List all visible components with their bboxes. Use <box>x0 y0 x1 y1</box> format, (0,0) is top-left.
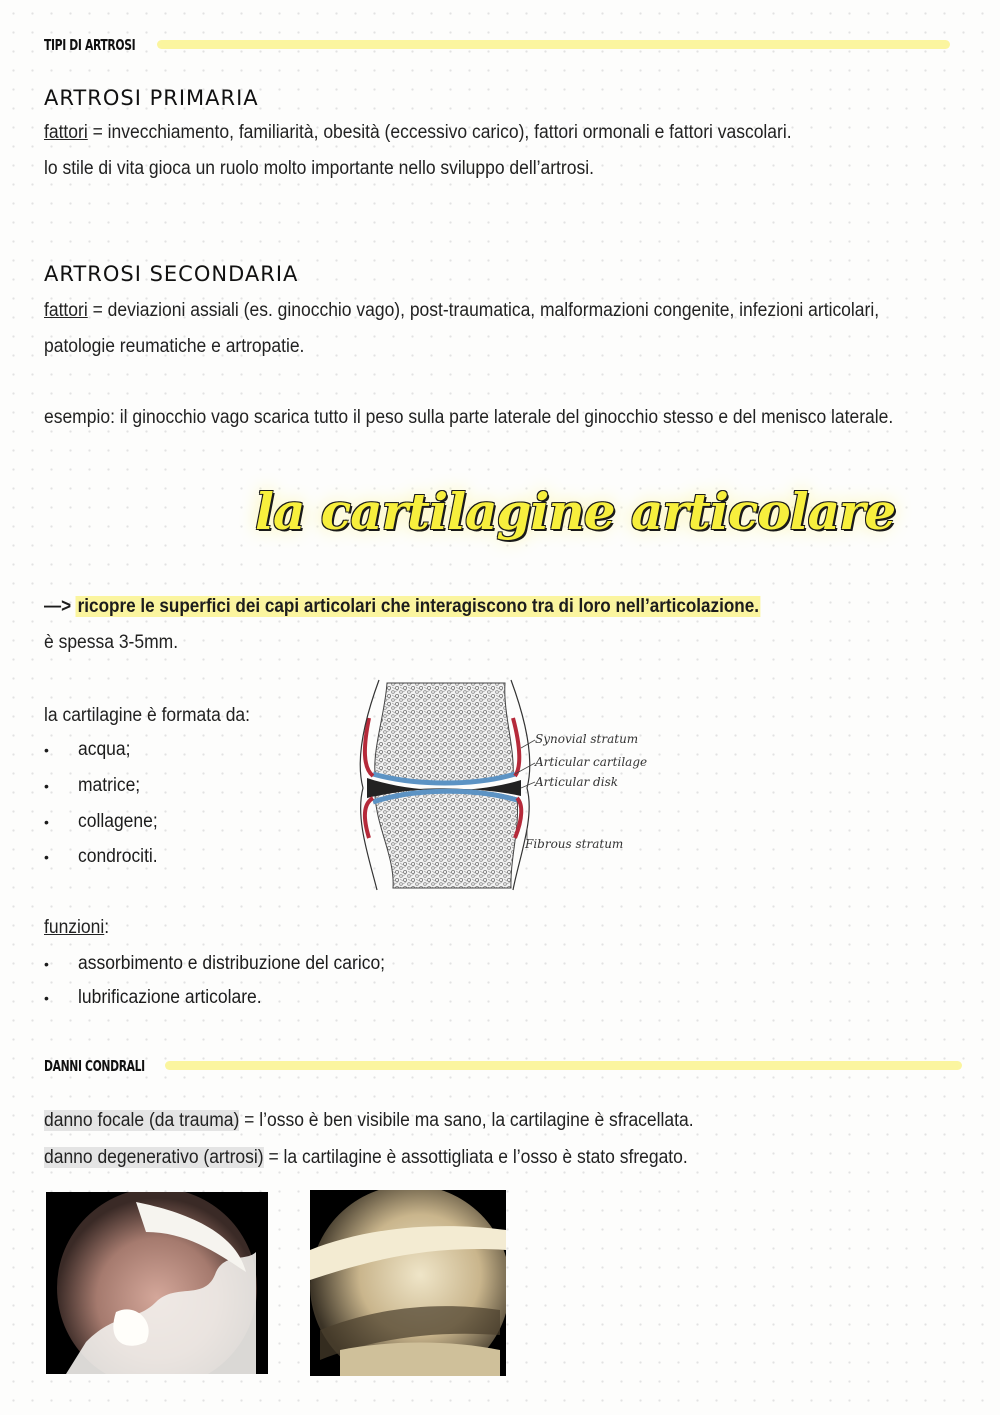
bullet-icon: • <box>44 778 49 794</box>
definition-text: ricopre le superfici dei capi articolari che interagiscono tra di loro nell’articolazione. <box>77 596 760 617</box>
section-heading-tipi-artrosi: TIPI DI ARTROSI <box>44 36 136 54</box>
title-cartilagine-articolare: la cartilagine articolare <box>255 482 896 541</box>
label-fibrous-stratum: Fibrous stratum <box>525 837 624 851</box>
label-articular-disk: Articular disk <box>535 775 619 789</box>
bullet-icon: • <box>44 814 49 830</box>
fattori-label: fattori <box>44 300 88 321</box>
esempio-line: esempio: il ginocchio vago scarica tutto il peso sulla parte laterale del ginocchio stesso e del menisco laterale. <box>44 407 894 428</box>
composition-intro: la cartilagine è formata da: <box>44 705 250 726</box>
subheading-artrosi-primaria: ARTROSI PRIMARIA <box>44 86 259 110</box>
bullet-icon: • <box>44 990 49 1006</box>
fattori-text: = invecchiamento, familiarità, obesità (eccessivo carico), fattori ormonali e fattori vascolari. <box>87 122 792 143</box>
list-item: lubrificazione articolare. <box>78 987 262 1008</box>
list-item: matrice; <box>78 775 141 796</box>
degenerative-damage-line <box>44 1147 688 1169</box>
joint-diagram <box>355 678 655 893</box>
list-item: assorbimento e distribuzione del carico; <box>78 953 386 974</box>
focal-text: = l’osso è ben visibile ma sano, la cartilagine è sfracellata. <box>239 1110 694 1131</box>
list-item: condrociti. <box>78 846 158 867</box>
focal-damage-line <box>44 1110 694 1132</box>
label-synovial-stratum: Synovial stratum <box>535 732 639 746</box>
functions-label: funzioni <box>44 917 105 938</box>
list-item: collagene; <box>78 811 158 832</box>
definition-line <box>44 596 761 618</box>
heading-highlight-bar <box>165 1061 962 1070</box>
primaria-fattori-line <box>44 122 792 144</box>
section-heading-danni-condrali: DANNI CONDRALI <box>44 1057 145 1075</box>
fattori-text: = deviazioni assiali (es. ginocchio vago), post-traumatica, malformazioni congenite, infezioni articolari, <box>87 300 880 321</box>
secondaria-fattori-line <box>44 300 879 322</box>
arthroscopy-photo-focal <box>46 1192 268 1374</box>
arrow-glyph: —> <box>44 596 72 617</box>
bullet-icon: • <box>44 742 49 758</box>
thickness-line: è spessa 3-5mm. <box>44 632 179 653</box>
secondaria-fattori-line-2: patologie reumatiche e artropatie. <box>44 336 305 357</box>
degenerative-label: danno degenerativo (artrosi) <box>44 1147 264 1168</box>
primaria-note: lo stile di vita gioca un ruolo molto importante nello sviluppo dell’artrosi. <box>44 158 594 179</box>
bullet-icon: • <box>44 849 49 865</box>
subheading-artrosi-secondaria: ARTROSI SECONDARIA <box>44 262 299 286</box>
arthroscopy-photo-degenerative <box>310 1190 506 1376</box>
label-articular-cartilage: Articular cartilage <box>535 755 648 769</box>
fattori-label: fattori <box>44 122 88 143</box>
colon: : <box>104 917 110 938</box>
heading-highlight-bar <box>157 40 950 49</box>
bullet-icon: • <box>44 956 49 972</box>
focal-label: danno focale (da trauma) <box>44 1110 240 1131</box>
functions-label-line <box>44 917 109 939</box>
degenerative-text: = la cartilagine è assottigliata e l’osso è stato sfregato. <box>263 1147 688 1168</box>
list-item: acqua; <box>78 739 131 760</box>
